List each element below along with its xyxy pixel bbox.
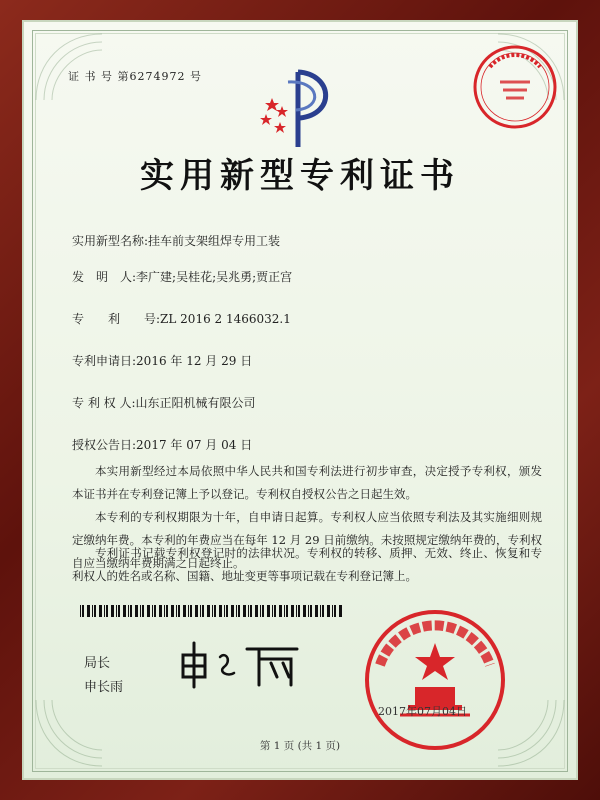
patent-number-value: ZL 2016 2 1466032.1 bbox=[160, 312, 291, 326]
body-paragraph-2: 本专利的专利权期限为十年，自申请日起算。专利权人应当依照专利法及其实施细则规定缴纳年费。本专利的年费应当在每年 12 月 29 日前缴纳。未按照规定缴纳年费的，专利权自应当缴纳年费期满之日起终止。 bbox=[72, 510, 542, 570]
barcode-icon bbox=[80, 605, 345, 617]
body-paragraph-1: 本实用新型经过本局依照中华人民共和国专利法进行初步审查，决定授予专利权，颁发本证书并在专利登记簿上予以登记。专利权自授权公告之日起生效。 bbox=[72, 464, 542, 501]
patent-number-row bbox=[72, 310, 291, 327]
director-signature-icon bbox=[175, 635, 315, 690]
grant-date-label: 授权公告日: bbox=[72, 438, 137, 452]
application-date-value: 2016 年 12 月 29 日 bbox=[136, 354, 253, 368]
application-date-label: 专利申请日: bbox=[72, 354, 137, 368]
inventor-row bbox=[72, 268, 292, 285]
patent-holder-label: 专 利 权 人: bbox=[72, 396, 136, 410]
patent-number-label: 专 利 号: bbox=[72, 312, 161, 326]
seal-date: 2017年07月04日 bbox=[378, 705, 467, 718]
inventor-value: 李广建;吴桂花;吴兆勇;贾正宫 bbox=[136, 270, 293, 284]
utility-model-name-label: 实用新型名称: bbox=[72, 234, 149, 248]
application-date-row bbox=[72, 352, 252, 369]
signature-title: 局长 bbox=[84, 656, 111, 671]
utility-model-name-row bbox=[72, 232, 280, 249]
signature-name: 申长雨 bbox=[84, 680, 124, 695]
certificate-title: 实用新型专利证书 bbox=[140, 156, 460, 196]
grant-date-value: 2017 年 07 月 04 日 bbox=[136, 438, 253, 452]
patent-holder-value: 山东正阳机械有限公司 bbox=[135, 396, 256, 410]
agency-seal-icon bbox=[470, 42, 560, 132]
corner-ornament-icon bbox=[34, 32, 104, 102]
patent-office-seal-icon bbox=[360, 605, 510, 755]
grant-date-row bbox=[72, 436, 252, 453]
corner-ornament-icon bbox=[34, 698, 104, 768]
inventor-label: 发 明 人: bbox=[72, 270, 137, 284]
certificate-number: 证 书 号 第6274972 号 bbox=[68, 70, 202, 83]
patent-office-logo-icon bbox=[258, 62, 338, 152]
page-footer: 第 1 页 (共 1 页) bbox=[259, 740, 341, 752]
body-paragraph-3: 专利证书记载专利权登记时的法律状况。专利权的转移、质押、无效、终止、恢复和专利权人的姓名或名称、国籍、地址变更等事项记载在专利登记簿上。 bbox=[72, 546, 542, 583]
utility-model-name-value: 挂车前支架组焊专用工装 bbox=[148, 234, 281, 248]
patent-holder-row bbox=[72, 394, 256, 411]
